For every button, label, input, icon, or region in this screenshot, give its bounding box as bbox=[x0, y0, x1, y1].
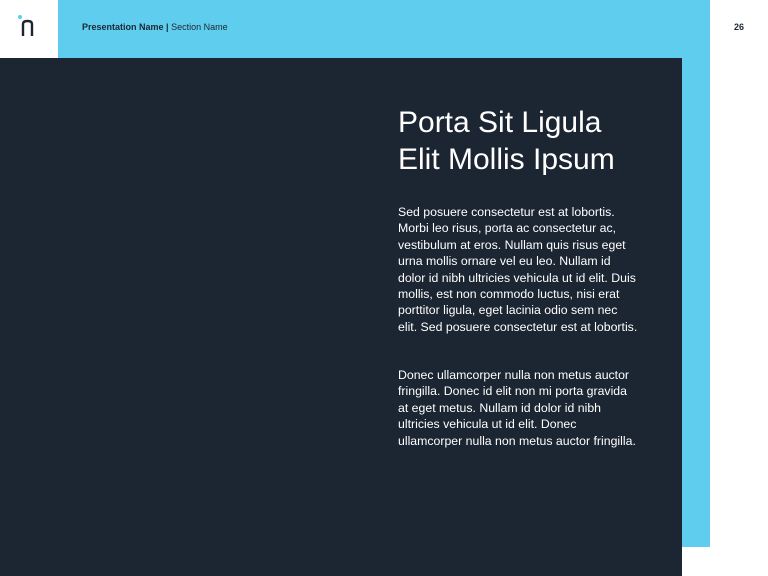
body-paragraph-2: Donec ullamcorper nulla non metus auctor fringilla. Donec id elit non mi porta gravida at eget metus. Nullam id dolor id nibh ultricies vehicula ut id elit. Donec ullamcorper nulla non metus auctor fringilla. bbox=[398, 368, 636, 448]
logo bbox=[0, 0, 58, 58]
header-breadcrumb bbox=[82, 22, 228, 32]
slide-title-line-1: Porta Sit Ligula bbox=[398, 106, 602, 139]
accent-strip bbox=[682, 58, 710, 547]
logo-n-icon bbox=[17, 14, 39, 38]
section-name: Section Name bbox=[171, 22, 228, 32]
page-number: 26 bbox=[733, 22, 744, 32]
slide-title bbox=[398, 104, 668, 178]
breadcrumb-separator: | bbox=[166, 22, 169, 32]
body-paragraph-1: Sed posuere consectetur est at lobortis. Morbi leo risus, porta ac consectetur ac, vestibulum at eros. Nullam quis risus eget urna mollis ornare vel eu leo. Nullam id dolor id nibh ultricies vehicula ut id elit. Duis mollis, est non commodo luctus, nisi erat porttitor ligula, eget lacinia odio sem nec elit. Sed posuere consectetur est at lobortis. bbox=[398, 205, 638, 334]
slide-title-line-2: Elit Mollis Ipsum bbox=[398, 143, 615, 176]
presentation-name: Presentation Name bbox=[82, 22, 164, 32]
